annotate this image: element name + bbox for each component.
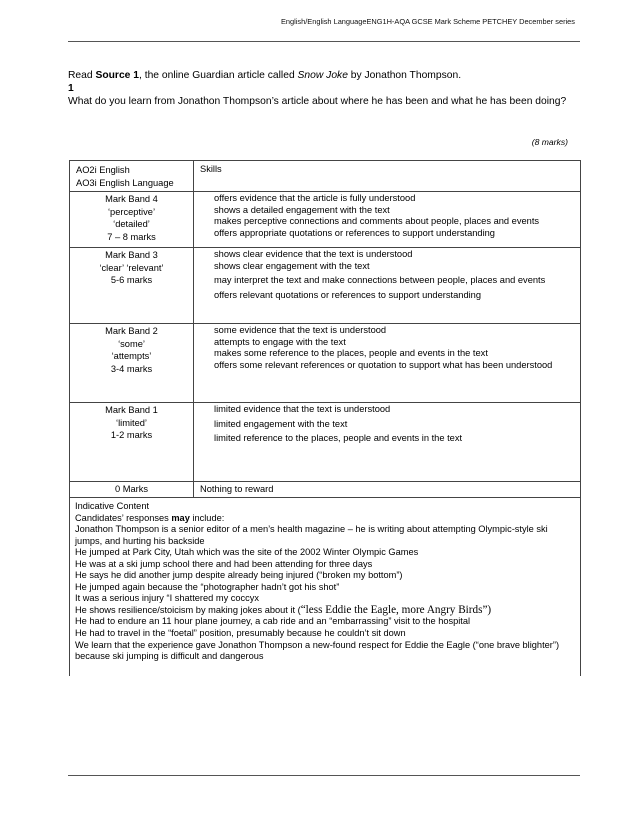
band-descriptor: shows a detailed engagement with the text bbox=[214, 204, 390, 215]
band-descriptor: offers evidence that the article is fully understood bbox=[214, 193, 416, 203]
question-text: What do you learn from Jonathon Thompson’s article about where he has been and what he has been doing? bbox=[68, 96, 567, 108]
read-prefix: Read bbox=[68, 70, 96, 81]
read-suffix: by Jonathon Thompson. bbox=[347, 70, 462, 81]
band-label: Mark Band 4 bbox=[105, 194, 158, 204]
mark-band-row bbox=[70, 403, 581, 482]
band-label: ‘limited’ bbox=[116, 417, 147, 428]
question-intro bbox=[68, 69, 588, 109]
band-descriptor: offers relevant quotations or references to support understanding bbox=[214, 289, 482, 300]
zero-marks-row bbox=[70, 482, 581, 498]
ao-line: AO2i English bbox=[76, 165, 130, 175]
band-descriptor-cell bbox=[194, 324, 581, 403]
band-descriptor: offers appropriate quotations or references to support understanding bbox=[214, 227, 495, 238]
band-label: 1-2 marks bbox=[110, 430, 153, 440]
read-middle: , the online Guardian article called bbox=[138, 70, 298, 81]
article-title: Snow Joke bbox=[297, 70, 348, 81]
indicative-point: It was a serious injury “I shattered my coccyx bbox=[75, 593, 260, 604]
indicative-point: He jumped at Park City, Utah which was the site of the 2002 Winter Olympic Games bbox=[75, 547, 419, 558]
band-descriptor: some evidence that the text is understood bbox=[214, 325, 387, 335]
band-label-cell bbox=[70, 248, 194, 324]
band-label-cell bbox=[70, 192, 194, 248]
band-label: 7 – 8 marks bbox=[107, 231, 156, 242]
band-label: ‘some’ bbox=[118, 338, 145, 349]
mark-band-row bbox=[70, 248, 581, 324]
resilience-quote: “less Eddie the Eagle, more Angry Birds”) bbox=[300, 603, 492, 616]
indicative-point: He jumped again because the “photographer hadn’t got his shot” bbox=[75, 581, 340, 592]
header-rule bbox=[68, 41, 580, 42]
band-descriptor: limited engagement with the text bbox=[214, 418, 348, 429]
zero-marks-descriptor: Nothing to reward bbox=[194, 482, 581, 498]
indicative-point: We learn that the experience gave Jonathon Thompson a new-found respect for Eddie the Eagle (“one brave blighter”) because ski jumping is difficult and dangerous bbox=[75, 639, 560, 662]
band-label-cell bbox=[70, 403, 194, 482]
band-label: ‘detailed’ bbox=[113, 219, 150, 229]
indicative-point: He was at a ski jump school there and had been attending for three days bbox=[75, 558, 373, 569]
band-descriptor: shows clear evidence that the text is understood bbox=[214, 249, 413, 259]
marks-allocation: (8 marks) bbox=[531, 137, 568, 147]
band-label: ‘perceptive’ bbox=[107, 206, 156, 217]
indicative-point: Jonathon Thompson is a senior editor of a men’s health magazine – he is writing about attempting Olympic-style ski jumps, and hurting his backside bbox=[75, 524, 548, 546]
indicative-point bbox=[75, 605, 575, 617]
source-name: Source 1 bbox=[95, 70, 139, 81]
ao-line: AO3i English Language bbox=[76, 177, 174, 188]
band-label: ‘clear’ ‘relevant’ bbox=[99, 262, 164, 273]
indicative-heading: Indicative Content bbox=[75, 501, 150, 511]
candidates-suffix: include: bbox=[189, 512, 225, 523]
zero-marks-label: 0 Marks bbox=[70, 482, 194, 498]
band-descriptor: limited reference to the places, people and events in the text bbox=[214, 433, 463, 444]
header-row bbox=[70, 161, 581, 192]
indicative-point: He says he did another jump despite already being injured (“broken my bottom”) bbox=[75, 570, 403, 581]
band-descriptor-cell bbox=[194, 248, 581, 324]
band-descriptor: makes perceptive connections and comments about people, places and events bbox=[214, 216, 540, 227]
band-label: Mark Band 1 bbox=[105, 405, 158, 415]
band-descriptor: limited evidence that the text is understood bbox=[214, 404, 391, 414]
band-descriptor-cell bbox=[194, 403, 581, 482]
band-descriptor: may interpret the text and make connections between people, places and events bbox=[214, 275, 546, 286]
band-label: ‘attempts’ bbox=[111, 351, 152, 361]
band-descriptor-cell bbox=[194, 192, 581, 248]
band-label: Mark Band 3 bbox=[105, 250, 158, 260]
mark-band-row bbox=[70, 324, 581, 403]
assessment-objectives-cell bbox=[70, 161, 194, 192]
skills-heading: Skills bbox=[194, 161, 581, 192]
candidates-may: may bbox=[171, 512, 190, 523]
band-descriptor: makes some reference to the places, people and events in the text bbox=[214, 348, 488, 359]
question-number: 1 bbox=[68, 83, 74, 95]
read-instruction bbox=[68, 69, 588, 82]
band-label: 3-4 marks bbox=[110, 363, 153, 374]
footer-rule bbox=[68, 775, 580, 776]
band-descriptor: attempts to engage with the text bbox=[214, 336, 346, 347]
mark-band-row bbox=[70, 192, 581, 248]
band-label: 5-6 marks bbox=[110, 275, 153, 285]
indicative-point: He had to endure an 11 hour plane journey, a cab ride and an “embarrassing” visit to the hospital bbox=[75, 616, 471, 627]
resilience-prefix: He shows resilience/stoicism by making jokes about it ( bbox=[75, 604, 301, 615]
indicative-point: He had to travel in the “foetal” position, presumably because he couldn’t sit down bbox=[75, 628, 406, 639]
running-header: English/English LanguageENG1H-AQA GCSE Mark Scheme PETCHEY December series bbox=[281, 17, 575, 26]
band-label: Mark Band 2 bbox=[105, 326, 158, 336]
candidates-prefix: Candidates’ responses bbox=[75, 512, 172, 523]
indicative-content-row bbox=[70, 498, 581, 676]
candidates-line bbox=[75, 513, 575, 525]
band-label-cell bbox=[70, 324, 194, 403]
mark-scheme-table bbox=[69, 160, 581, 676]
band-descriptor: offers some relevant references or quotation to support what has been understood bbox=[214, 359, 553, 370]
indicative-content-cell bbox=[70, 498, 581, 676]
band-descriptor: shows clear engagement with the text bbox=[214, 260, 370, 271]
